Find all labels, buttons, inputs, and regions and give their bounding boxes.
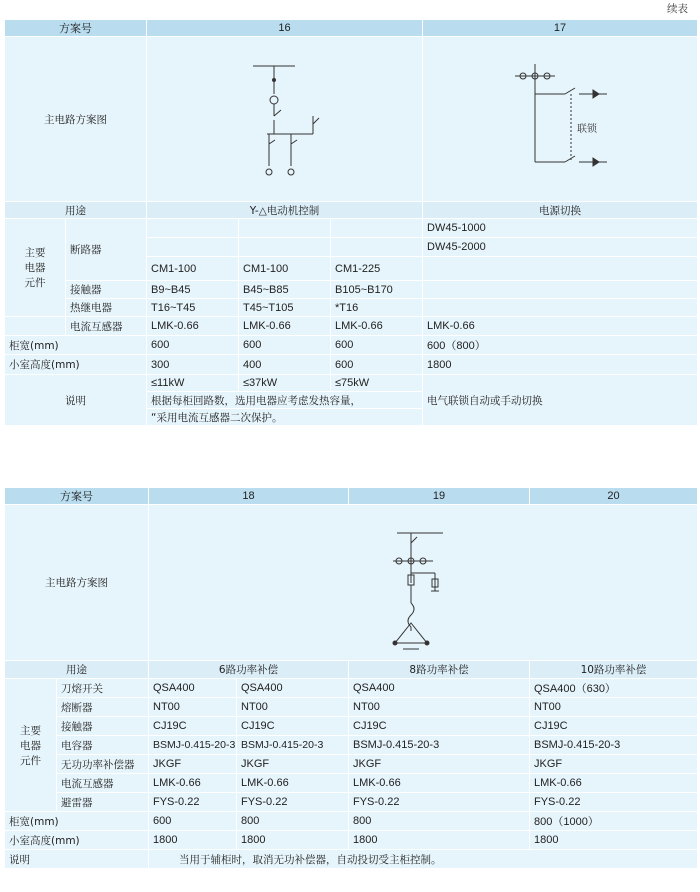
usage-16: Y-△电动机控制 (147, 202, 423, 219)
fuse-d: NT00 (530, 698, 698, 717)
width-b: 800 (237, 812, 349, 831)
height-17: 1800 (423, 355, 698, 375)
usage-18: 6路功率补偿 (149, 661, 349, 679)
note-line-1: 根据每柜回路数，选用电器应考虑发热容量， (147, 392, 423, 409)
thermal-row (5, 299, 698, 317)
knife-row (5, 679, 698, 698)
width-a: 600 (147, 336, 239, 355)
ct-row (5, 317, 698, 336)
height-b: 1800 (237, 831, 349, 850)
contactor-row (5, 281, 698, 299)
height-label: 小室高度(mm) (5, 355, 147, 375)
arrester-label: 避雷器 (57, 793, 149, 812)
contactor-b: B45~B85 (239, 281, 331, 299)
diagram-label: 主电路方案图 (5, 37, 147, 202)
ct-17: LMK-0.66 (423, 317, 698, 336)
thermal-b: T45~T105 (239, 299, 331, 317)
width-row (5, 336, 698, 355)
knife-c: QSA400 (349, 679, 530, 698)
empty-cell (239, 238, 331, 257)
knife-a: QSA400 (149, 679, 237, 698)
capacitor-c: BSMJ-0.415-20-3 (349, 736, 530, 755)
arrester-row (5, 793, 698, 812)
scheme-16: 16 (147, 20, 423, 37)
fuse-row (5, 698, 698, 717)
empty-cell (331, 238, 423, 257)
usage-19: 8路功率补偿 (349, 661, 530, 679)
note-label: 说明 (5, 850, 149, 869)
power-a: ≤11kW (147, 375, 239, 392)
height-b: 400 (239, 355, 331, 375)
continued-label: 续表 (667, 3, 688, 15)
circuit-diagram-17 (495, 54, 625, 184)
empty-cell (423, 299, 698, 317)
empty-cell (239, 219, 331, 238)
width-a: 600 (149, 812, 237, 831)
breaker-row-1 (5, 219, 698, 238)
empty-cell (5, 317, 66, 336)
note-label: 说明 (5, 375, 147, 426)
thermal-a: T16~T45 (147, 299, 239, 317)
usage-20: 10路功率补偿 (530, 661, 698, 679)
usage-row (5, 661, 698, 679)
ct-b: LMK-0.66 (237, 774, 349, 793)
breaker-b: CM1-100 (239, 257, 331, 281)
main-components-label: 主要 电器 元件 (5, 219, 66, 317)
width-b: 600 (239, 336, 331, 355)
contactor-a: CJ19C (149, 717, 237, 736)
height-row (5, 831, 698, 850)
circuit-diagram-capacitor (363, 513, 483, 653)
usage-17: 电源切换 (423, 202, 698, 219)
width-label: 柜宽(mm) (5, 336, 147, 355)
knife-b: QSA400 (237, 679, 349, 698)
height-d: 1800 (530, 831, 698, 850)
width-label: 柜宽(mm) (5, 812, 149, 831)
note-17: 电气联锁自动或手动切换 (423, 375, 698, 426)
empty-cell (147, 219, 239, 238)
header-row (5, 488, 698, 505)
capacitor-b: BSMJ-0.415-20-3 (237, 736, 349, 755)
diagram-label: 主电路方案图 (5, 505, 149, 661)
fuse-label: 熔断器 (57, 698, 149, 717)
thermal-label: 热继电器 (66, 299, 147, 317)
width-row (5, 812, 698, 831)
width-17: 600（800） (423, 336, 698, 355)
knife-d: QSA400（630） (530, 679, 698, 698)
contactor-d: CJ19C (530, 717, 698, 736)
height-a: 1800 (149, 831, 237, 850)
diagram-18-20 (149, 505, 698, 661)
compensator-row (5, 755, 698, 774)
height-a: 300 (147, 355, 239, 375)
knife-label: 刀熔开关 (57, 679, 149, 698)
circuit-diagram-16 (225, 54, 345, 184)
ct-label: 电流互感器 (57, 774, 149, 793)
header-row (5, 20, 698, 37)
compensator-c: JKGF (349, 755, 530, 774)
diagram-row (5, 505, 698, 661)
ct-b: LMK-0.66 (239, 317, 331, 336)
compensator-label: 无功功率补偿器 (57, 755, 149, 774)
empty-cell (331, 219, 423, 238)
thermal-c: *T16 (331, 299, 423, 317)
note-line-2: “采用电流互感器二次保护。 (147, 409, 423, 426)
note-row (5, 850, 698, 869)
note-row-1 (5, 375, 698, 392)
breaker-label: 断路器 (66, 219, 147, 281)
usage-label: 用途 (5, 202, 147, 219)
contactor-b: CJ19C (237, 717, 349, 736)
power-c: ≤75kW (331, 375, 423, 392)
arrester-a: FYS-0.22 (149, 793, 237, 812)
capacitor-label: 电容器 (57, 736, 149, 755)
ct-a: LMK-0.66 (147, 317, 239, 336)
scheme-no-label: 方案号 (5, 20, 147, 37)
scheme-no-label: 方案号 (5, 488, 149, 505)
contactor-row (5, 717, 698, 736)
usage-row (5, 202, 698, 219)
ct-row (5, 774, 698, 793)
empty-cell (423, 257, 698, 281)
width-d: 800（1000） (530, 812, 698, 831)
contactor-c: B105~B170 (331, 281, 423, 299)
height-row (5, 355, 698, 375)
width-c: 600 (331, 336, 423, 355)
diagram-16 (147, 37, 423, 202)
compensator-a: JKGF (149, 755, 237, 774)
ct-label: 电流互感器 (66, 317, 147, 336)
scheme-table-18-20 (4, 487, 698, 869)
arrester-b: FYS-0.22 (237, 793, 349, 812)
scheme-20: 20 (530, 488, 698, 505)
empty-cell (147, 238, 239, 257)
capacitor-a: BSMJ-0.415-20-3 (149, 736, 237, 755)
usage-label: 用途 (5, 661, 149, 679)
scheme-18: 18 (149, 488, 349, 505)
compensator-b: JKGF (237, 755, 349, 774)
diagram-row (5, 37, 698, 202)
arrester-d: FYS-0.22 (530, 793, 698, 812)
contactor-label: 接触器 (57, 717, 149, 736)
power-b: ≤37kW (239, 375, 331, 392)
ct-d: LMK-0.66 (530, 774, 698, 793)
scheme-19: 19 (349, 488, 530, 505)
scheme-table-16-17 (4, 19, 698, 426)
diagram-17 (423, 37, 698, 202)
contactor-c: CJ19C (349, 717, 530, 736)
compensator-d: JKGF (530, 755, 698, 774)
fuse-c: NT00 (349, 698, 530, 717)
breaker-c: CM1-225 (331, 257, 423, 281)
main-components-label: 主要 电器 元件 (5, 679, 57, 812)
height-c: 1800 (349, 831, 530, 850)
width-c: 800 (349, 812, 530, 831)
empty-cell (423, 281, 698, 299)
interlock-label: 联锁 (577, 124, 598, 135)
ct-c: LMK-0.66 (349, 774, 530, 793)
contactor-a: B9~B45 (147, 281, 239, 299)
note-text: 当用于辅柜时，取消无功补偿器，自动投切受主柜控制。 (149, 850, 698, 869)
ct-a: LMK-0.66 (149, 774, 237, 793)
arrester-c: FYS-0.22 (349, 793, 530, 812)
contactor-label: 接触器 (66, 281, 147, 299)
fuse-b: NT00 (237, 698, 349, 717)
breaker-a: CM1-100 (147, 257, 239, 281)
ct-c: LMK-0.66 (331, 317, 423, 336)
breaker-17-a: DW45-1000 (423, 219, 698, 238)
breaker-17-b: DW45-2000 (423, 238, 698, 257)
scheme-17: 17 (423, 20, 698, 37)
capacitor-row (5, 736, 698, 755)
capacitor-d: BSMJ-0.415-20-3 (530, 736, 698, 755)
fuse-a: NT00 (149, 698, 237, 717)
height-c: 600 (331, 355, 423, 375)
height-label: 小室高度(mm) (5, 831, 149, 850)
